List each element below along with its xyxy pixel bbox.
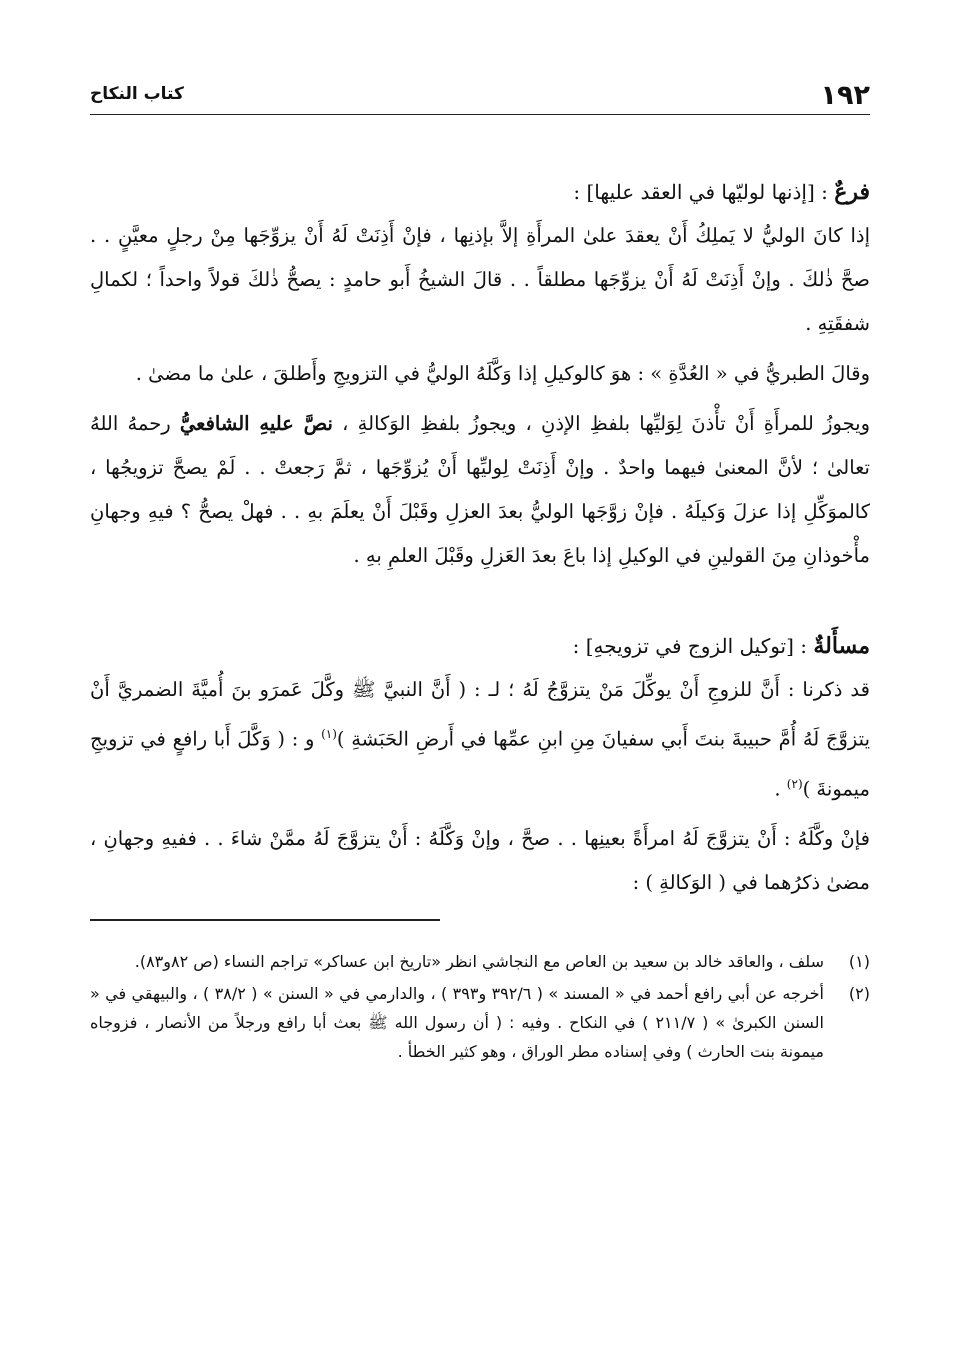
footnote-number: (١): [848, 952, 870, 971]
section-masala: [90, 624, 870, 905]
paragraph-text: قد ذكرنا : أَنَّ للزوجِ أَنْ يوكِّلَ مَنْ يتزوَّجُ لَهُ ؛ لـ : ( أَنَّ النبيَّ ﷺ وكَّلَ عَمرَو بنَ أُميَّةَ الضمريَّ أَنْ يتزوَّجَ لَهُ أُمَّ حبيبةَ بنتَ أَبي سفيانَ مِنِ ابنِ عمِّها في أَرضِ الحَبَشةِ ): [90, 678, 870, 751]
footnote: [90, 947, 870, 976]
running-title: كتاب النكاح: [90, 84, 184, 104]
page-body: [90, 170, 870, 1069]
paragraph-text: ويجوزُ للمرأَةِ أَنْ تأْذنَ لِوَليِّها بلفظِ الإذنِ ، ويجوزُ بلفظِ الوَكالةِ ،: [332, 412, 870, 435]
section-heading: [90, 624, 870, 668]
heading-title: : [إذنها لوليّها في العقد عليها] :: [573, 180, 835, 204]
footnote-text: سلف ، والعاقد خالد بن سعيد بن العاص مع النجاشي انظر «تاريخ ابن عساكر» تراجم النساء (ص ٨٢و٨٣).: [134, 952, 824, 971]
page-number: ١٩٢: [820, 80, 870, 111]
paragraph: إذا كانَ الوليُّ لا يَملِكُ أَنْ يعقدَ علىٰ المرأَةِ إلاَّ بإذنِها ، فإنْ أَذِنَتْ لَهُ أَنْ يزوِّجَها مِنْ رجلٍ معيَّنٍ . . صحَّ ذٰلكَ . وإنْ أَذِنَتْ لَهُ أَنْ يزوِّجَها مطلقاً . . قالَ الشيخُ أَبو حامدٍ : يصحُّ ذٰلكَ قولاً واحداً ؛ لكمالِ شفقَتِهِ .: [90, 224, 870, 335]
paragraph-text: .: [774, 777, 787, 800]
emphasized-text: نصَّ عليهِ الشافعيُّ: [179, 412, 333, 435]
footnote-ref: (٢): [786, 776, 803, 791]
paragraph: [90, 668, 870, 811]
paragraph: وقالَ الطبريُّ في « العُدَّةِ » : هوَ كالوكيلِ إذا وَكَّلَهُ الوليُّ في التزويجِ وأَطلقَ ، علىٰ ما مضىٰ .: [135, 362, 870, 385]
paragraph-text: رحمهُ اللهُ تعالىٰ ؛ لأنَّ المعنىٰ فيهما واحدٌ . وإنْ أَذِنَتْ لِوليِّها أَنْ يُزوِّجَها ، ثمَّ رَجعتْ . . لَمْ يصحَّ تزويجُها ، كالموَكِّلِ إذا عزلَ وَكيلَهُ . فإنْ زوَّجَها الوليُّ بعدَ العزلِ وقَبْلَ أَنْ يعلَمَ بهِ . . فهلْ يصحُّ ؟ فيهِ وجهانِ مأْخوذانِ مِنَ القولينِ في الوكيلِ إذا باعَ بعدَ العَزلِ وقَبْلَ العلمِ بهِ .: [90, 412, 870, 567]
paragraph-text: و : ( وَكَّلَ أَبا رافعٍ في تزويجِ ميمونةَ ): [90, 727, 870, 800]
heading-term: مسأَلةٌ: [813, 633, 870, 659]
footnote-number: (٢): [848, 984, 870, 1003]
section-heading: [90, 170, 870, 214]
footnotes: [90, 947, 870, 1066]
book-page: [90, 70, 870, 1061]
footnote-divider: [90, 919, 440, 921]
section-far: [90, 170, 870, 578]
heading-title: : [توكيل الزوج في تزويجهِ] :: [572, 634, 814, 658]
paragraph: فإنْ وكَّلَهُ : أَنْ يتزوَّجَ لَهُ امرأَةً بعينِها . . صحَّ ، وإنْ وَكَّلَهُ : أَنْ يتزوَّجَ لَهُ ممَّنْ شاءَ . . ففيهِ وجهانِ ، مضىٰ ذكرُهما في ( الوَكالةِ ) :: [90, 827, 870, 894]
paragraph: [90, 402, 870, 578]
heading-term: فرعٌ: [834, 179, 870, 205]
page-header: [90, 70, 870, 115]
footnote-text: أخرجه عن أبي رافع أحمد في « المسند » ( ٣٩٢/٦ و٣٩٣ ) ، والدارمي في « السنن » ( ٣٨/٢ ) ، والبيهقي في « السنن الكبرىٰ » ( ٢١١/٧ ) في النكاح . وفيه : ( أن رسول الله ﷺ بعث أبا رافع ورجلاً من الأنصار ، فزوجاه ميمونة بنت الحارث ) وفي إسناده مطر الوراق ، وهو كثير الخطأ .: [90, 984, 825, 1061]
footnote: [90, 979, 870, 1066]
footnote-ref: (١): [321, 727, 337, 741]
